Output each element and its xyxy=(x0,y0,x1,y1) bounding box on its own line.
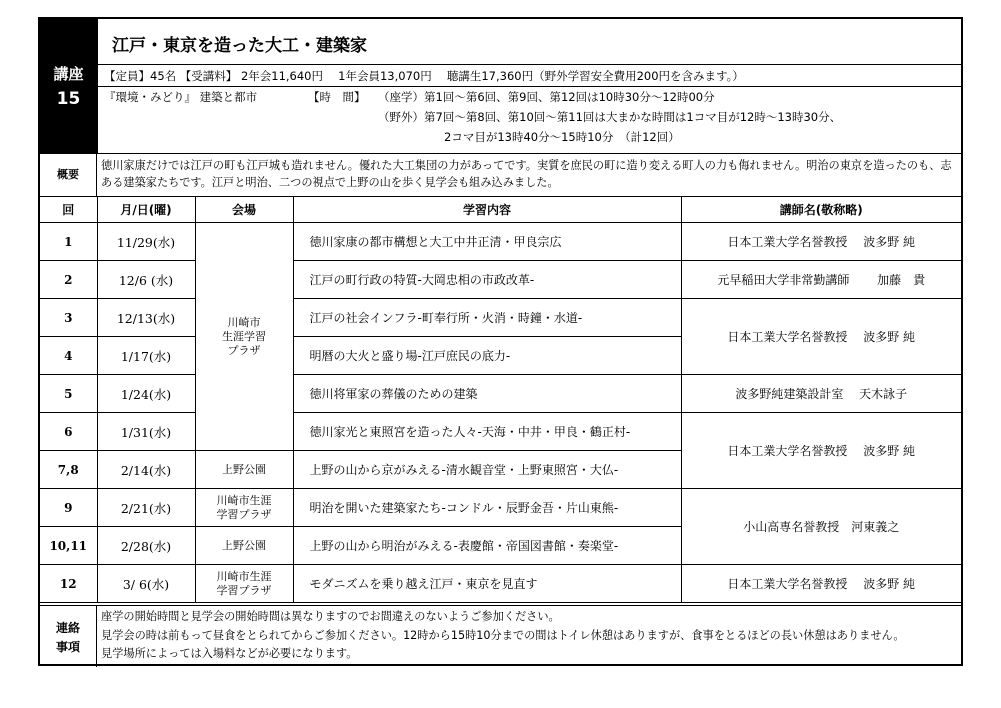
venue-cell: 川崎市生涯 学習プラザ xyxy=(195,565,293,603)
course-sheet xyxy=(38,17,963,666)
session-topic: モダニズムを乗り越え江戸・東京を見直す xyxy=(293,565,681,603)
overview-text: 徳川家康だけでは江戸の町も江戸城も造れません。優れた大工集団の力があってです。実質を庶民の町に造り変える町人の力も侮れません。明治の東京を造ったのも、志ある建築家たちです。江戸と明治、二つの視点で上野の山を歩く見学会も組み込みました。 xyxy=(101,159,952,189)
session-topic: 明暦の大火と盛り場-江戸庶民の底力- xyxy=(293,337,681,375)
session-date: 12/13(水) xyxy=(97,299,195,337)
session-topic: 徳川家康の都市構想と大工中井正清・甲良宗広 xyxy=(293,223,681,261)
venue-cell: 上野公園 xyxy=(195,451,293,489)
header-date: 月/日(曜) xyxy=(97,197,195,223)
note-line: 座学の開始時間と見学会の開始時間は異なりますのでお間違えのないようご参加ください。 xyxy=(101,610,560,623)
table-row xyxy=(40,375,961,413)
lecture-time-text: （座学）第1回～第6回、第9回、第12回は10時30分～12時00分 xyxy=(378,90,715,104)
session-topic: 明治を開いた建築家たち-コンドル・辰野金吾・片山東熊- xyxy=(293,489,681,527)
notes-label xyxy=(40,606,97,667)
session-date: 1/17(水) xyxy=(97,337,195,375)
header-venue: 会場 xyxy=(195,197,293,223)
session-date: 1/24(水) xyxy=(97,375,195,413)
field-time-text: （野外）第7回～第8回、第10回～第11回は大まかな時間は1コマ目が12時～13時30分、 xyxy=(378,110,842,124)
lecturer-cell: 元早稲田大学非常勤講師 加藤 貴 xyxy=(681,261,961,299)
notes-label-line2: 事項 xyxy=(55,640,80,654)
session-topic: 徳川家光と東照宮を造った人々-天海・中井・甲良・鶴正村- xyxy=(293,413,681,451)
session-topic: 江戸の町行政の特質-大岡忠相の市政改革- xyxy=(293,261,681,299)
course-header xyxy=(40,19,961,154)
session-no: 9 xyxy=(40,489,97,527)
session-no: 5 xyxy=(40,375,97,413)
session-no: 1 xyxy=(40,223,97,261)
session-date: 11/29(水) xyxy=(97,223,195,261)
note-line: 見学場所によっては入場料などが必要になります。 xyxy=(101,647,358,660)
table-header-row xyxy=(40,197,961,223)
lecturer-cell: 日本工業大学名誉教授 波多野 純 xyxy=(681,565,961,603)
lecturer-cell: 日本工業大学名誉教授 波多野 純 xyxy=(681,223,961,261)
overview-section xyxy=(40,153,961,197)
session-date: 2/14(水) xyxy=(97,451,195,489)
course-number-box xyxy=(40,19,97,153)
table-row xyxy=(40,299,961,337)
table-row xyxy=(40,565,961,603)
course-number: 15 xyxy=(56,89,81,109)
course-label: 講座 xyxy=(53,65,84,83)
field-time-text-2: 2コマ目が13時40分～15時10分 （計12回） xyxy=(444,130,680,144)
session-date: 2/21(水) xyxy=(97,489,195,527)
lecturer-cell: 日本工業大学名誉教授 波多野 純 xyxy=(681,413,961,489)
session-date: 2/28(水) xyxy=(97,527,195,565)
note-line: 見学会の時は前もって昼食をとられてからご参加ください。12時から15時10分までの間はトイレ休憩はありますが、食事をとるほどの長い休憩はありません。 xyxy=(101,628,905,642)
overview-label: 概要 xyxy=(40,153,97,196)
lecturer-cell: 小山高専名誉教授 河東義之 xyxy=(681,489,961,565)
title-row xyxy=(97,19,961,65)
header-lecturer: 講師名(敬称略) xyxy=(681,197,961,223)
schedule-info xyxy=(97,87,961,153)
session-topic: 上野の山から京がみえる-清水観音堂・上野東照宮・大仏- xyxy=(293,451,681,489)
table-row xyxy=(40,413,961,451)
session-no: 7,8 xyxy=(40,451,97,489)
session-date: 3/ 6(水) xyxy=(97,565,195,603)
table-row xyxy=(40,223,961,261)
category-text: 『環境・みどり』 建築と都市 xyxy=(104,90,258,104)
session-date: 1/31(水) xyxy=(97,413,195,451)
session-no: 10,11 xyxy=(40,527,97,565)
fee-info: 【定員】45名 【受講料】 2年会11,640円 1年会員13,070円 聴講生17,360円（野外学習安全費用200円を含みます。） xyxy=(97,65,961,87)
time-label: 【時 間】 xyxy=(308,90,366,104)
session-no: 4 xyxy=(40,337,97,375)
session-topic: 徳川将軍家の葬儀のための建築 xyxy=(293,375,681,413)
session-no: 2 xyxy=(40,261,97,299)
session-date: 12/6 (水) xyxy=(97,261,195,299)
session-no: 3 xyxy=(40,299,97,337)
lecturer-cell: 波多野純建築設計室 天木詠子 xyxy=(681,375,961,413)
header-content: 学習内容 xyxy=(293,197,681,223)
notes-section xyxy=(40,605,961,667)
header-no: 回 xyxy=(40,197,97,223)
venue-cell: 川崎市 生涯学習 プラザ xyxy=(195,223,293,451)
notes-label-line1: 連絡 xyxy=(55,621,80,635)
schedule-table xyxy=(40,196,961,603)
session-no: 6 xyxy=(40,413,97,451)
course-title: 江戸・東京を造った大工・建築家 xyxy=(112,36,367,56)
notes-text xyxy=(101,608,905,664)
venue-cell: 川崎市生涯 学習プラザ xyxy=(195,489,293,527)
session-topic: 上野の山から明治がみえる-表慶館・帝国図書館・奏楽堂- xyxy=(293,527,681,565)
session-topic: 江戸の社会インフラ-町奉行所・火消・時鐘・水道- xyxy=(293,299,681,337)
venue-cell: 上野公園 xyxy=(195,527,293,565)
lecturer-cell: 日本工業大学名誉教授 波多野 純 xyxy=(681,299,961,375)
session-no: 12 xyxy=(40,565,97,603)
table-row xyxy=(40,261,961,299)
table-row xyxy=(40,489,961,527)
